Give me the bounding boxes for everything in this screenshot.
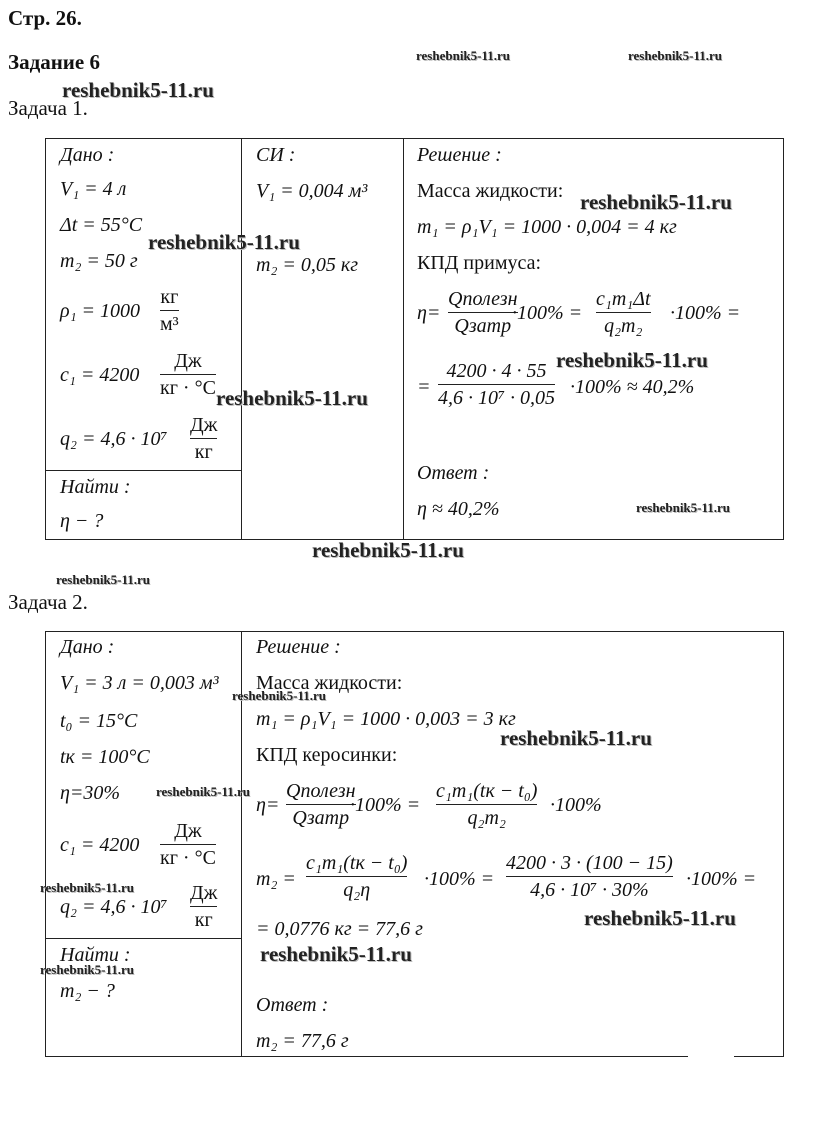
task1-given-q2: q₂ = 4,6 · 10⁷ <box>60 428 168 450</box>
task2-fraction-q <box>286 780 356 829</box>
watermark: reshebnik5-11.ru <box>148 230 300 254</box>
task1-given-m2: m₂ = 50 г <box>60 250 138 272</box>
watermark: reshebnik5-11.ru <box>628 48 723 63</box>
fraction-numerator: Qполезн <box>286 780 356 802</box>
task1-si-m2: m₂ = 0,05 кг <box>256 254 359 276</box>
task1-divider-2 <box>403 138 404 540</box>
task2-c1-unit <box>160 820 216 869</box>
fraction-denominator: Qзатр <box>454 315 512 337</box>
task2-mass-equation: m₁ = ρ₁V₁ = 1000 · 0,003 = 3 кг <box>256 708 516 730</box>
task1-tail-text: ·100% = <box>670 302 741 324</box>
fraction-denominator: Qзатр <box>292 807 350 829</box>
watermark: reshebnik5-11.ru <box>580 190 732 214</box>
fraction-bar <box>160 374 216 375</box>
task2-q2-unit <box>190 882 217 931</box>
watermark: reshebnik5-11.ru <box>556 348 708 372</box>
task1-mass-label: Масса жидкости: <box>417 180 564 202</box>
fraction-bar <box>438 384 555 385</box>
task1-find-heading: Найти : <box>60 476 131 498</box>
watermark: reshebnik5-11.ru <box>416 48 511 63</box>
fraction-numerator: c₁m₁(tк − t₀) <box>436 780 538 802</box>
task1-title: Задача 1. <box>8 96 88 120</box>
watermark: reshebnik5-11.ru <box>584 906 736 930</box>
watermark: reshebnik5-11.ru <box>40 880 135 895</box>
task1-fraction-q <box>448 288 518 337</box>
task2-tail-text: ·100% <box>550 794 602 816</box>
task2-find-value: m₂ − ? <box>60 980 115 1002</box>
fraction-bar <box>160 310 179 311</box>
task1-mid-text: ·100% = <box>512 302 583 324</box>
fraction-numerator: 4200 · 3 · (100 − 15) <box>506 852 673 874</box>
watermark: reshebnik5-11.ru <box>500 726 652 750</box>
fraction-denominator: 4,6 · 10⁷ · 30% <box>530 879 649 901</box>
fraction-bar <box>190 438 217 439</box>
task2-solution-heading: Решение : <box>256 636 341 658</box>
task1-given-v1: V₁ = 4 л <box>60 178 127 200</box>
fraction-bar <box>448 312 518 313</box>
watermark: reshebnik5-11.ru <box>156 784 251 799</box>
watermark: reshebnik5-11.ru <box>260 942 412 966</box>
fraction-bar <box>160 844 216 845</box>
task1-eq-sign: = <box>417 376 431 398</box>
task2-fraction-numbers <box>506 852 673 901</box>
fraction-bar <box>190 906 217 907</box>
fraction-denominator: 4,6 · 10⁷ · 0,05 <box>438 387 555 409</box>
task1-fraction-numbers <box>438 360 555 409</box>
task1-given-dt: Δt = 55°C <box>60 214 143 236</box>
task2-mass-label: Масса жидкости: <box>256 672 403 694</box>
unit-denominator: кг · °C <box>160 847 216 869</box>
watermark: reshebnik5-11.ru <box>62 78 214 102</box>
task1-si-heading: СИ : <box>256 144 296 166</box>
task2-given-q2: q₂ = 4,6 · 10⁷ <box>60 896 168 918</box>
task1-mass-equation: m₁ = ρ₁V₁ = 1000 · 0,004 = 4 кг <box>417 216 677 238</box>
task1-divider-1 <box>241 138 242 540</box>
fraction-denominator: q₂η <box>343 879 371 901</box>
task2-mid2-text: ·100% = <box>424 868 495 890</box>
fraction-denominator: q₂m₂ <box>604 315 643 337</box>
page-header: Стр. 26. <box>8 6 82 30</box>
unit-numerator: кг <box>160 286 179 308</box>
task2-answer-heading: Ответ : <box>256 994 329 1016</box>
watermark: reshebnik5-11.ru <box>636 500 731 515</box>
task2-mid-text: ·100% = <box>350 794 421 816</box>
task1-rho1-unit <box>160 286 179 335</box>
task2-fraction-formula <box>436 780 537 829</box>
task2-given-eta: η=30% <box>60 782 121 804</box>
task1-given-c1: c₁ = 4200 <box>60 364 140 386</box>
fraction-numerator: c₁m₁(tк − t₀) <box>306 852 408 874</box>
unit-denominator: кг <box>194 909 213 931</box>
task1-given-rho1: ρ₁ = 1000 <box>60 300 141 322</box>
task2-tail2-text: ·100% = <box>686 868 757 890</box>
task1-answer-heading: Ответ : <box>417 462 490 484</box>
fraction-denominator: q₂m₂ <box>467 807 506 829</box>
task2-find-heading: Найти : <box>60 944 131 966</box>
task2-eta-lhs: η= <box>256 794 280 816</box>
task1-result-text: ·100% ≈ 40,2% <box>570 376 695 398</box>
unit-numerator: Дж <box>174 820 202 842</box>
task1-solution-heading: Решение : <box>417 144 502 166</box>
unit-denominator: кг · °C <box>160 377 216 399</box>
task2-given-tk: tк = 100°C <box>60 746 150 768</box>
task2-given-heading: Дано : <box>60 636 115 658</box>
task1-q2-unit <box>190 414 217 463</box>
fraction-numerator: Qполезн <box>448 288 518 310</box>
unit-denominator: м³ <box>160 313 179 335</box>
fraction-bar <box>436 804 537 805</box>
task1-eta-lhs: η= <box>417 302 441 324</box>
watermark: reshebnik5-11.ru <box>216 386 368 410</box>
task1-si-v1: V₁ = 0,004 м³ <box>256 180 368 202</box>
task1-efficiency-label: КПД примуса: <box>417 252 542 274</box>
fraction-bar <box>286 804 356 805</box>
task2-m2-lhs: m₂ = <box>256 868 296 890</box>
border-gap <box>688 1052 734 1060</box>
task1-answer-value: η ≈ 40,2% <box>417 498 500 520</box>
watermark: reshebnik5-11.ru <box>56 572 151 587</box>
watermark: reshebnik5-11.ru <box>232 688 327 703</box>
watermark: reshebnik5-11.ru <box>40 962 135 977</box>
task2-given-c1: c₁ = 4200 <box>60 834 140 856</box>
unit-numerator: Дж <box>190 882 218 904</box>
task1-find-value: η − ? <box>60 510 104 532</box>
unit-numerator: Дж <box>190 414 218 436</box>
fraction-bar <box>306 876 407 877</box>
unit-denominator: кг <box>194 441 213 463</box>
task2-fraction-m2 <box>306 852 407 901</box>
fraction-bar <box>506 876 673 877</box>
fraction-numerator: 4200 · 4 · 55 <box>446 360 547 382</box>
task1-given-find-divider <box>45 470 242 471</box>
task2-result: = 0,0776 кг = 77,6 г <box>256 918 423 940</box>
unit-numerator: Дж <box>174 350 202 372</box>
task2-efficiency-label: КПД керосинки: <box>256 744 398 766</box>
task1-fraction-formula <box>596 288 651 337</box>
task2-given-find-divider <box>45 938 242 939</box>
task2-given-t0: t₀ = 15°C <box>60 710 138 732</box>
fraction-numerator: c₁m₁Δt <box>596 288 651 310</box>
task1-given-heading: Дано : <box>60 144 115 166</box>
task2-answer-value: m₂ = 77,6 г <box>256 1030 349 1052</box>
task1-c1-unit <box>160 350 216 399</box>
watermark: reshebnik5-11.ru <box>312 538 464 562</box>
task2-title: Задача 2. <box>8 590 88 614</box>
task2-given-v1: V₁ = 3 л = 0,003 м³ <box>60 672 219 694</box>
task-title: Задание 6 <box>8 50 100 74</box>
fraction-bar <box>596 312 651 313</box>
